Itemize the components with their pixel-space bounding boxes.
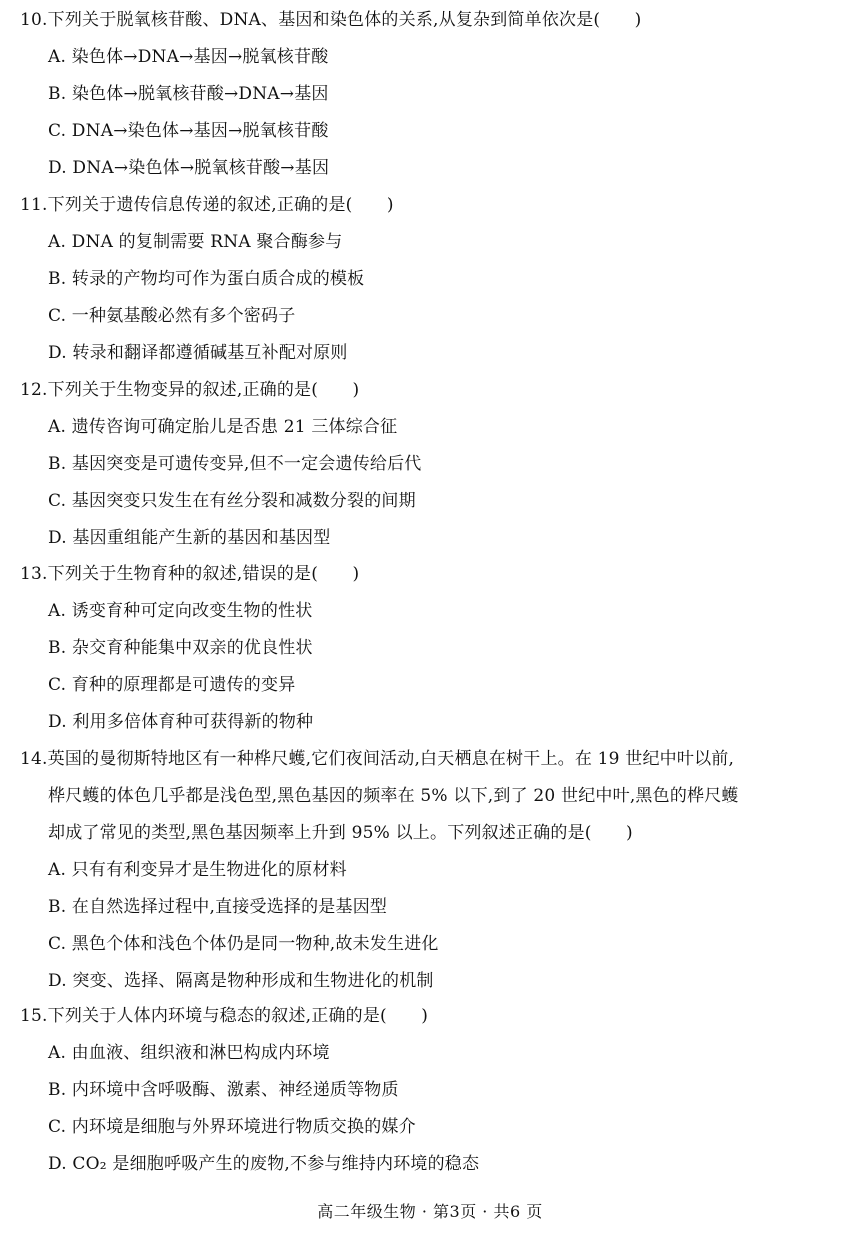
question-text: 下列关于生物变异的叙述,正确的是( ) <box>47 380 360 400</box>
question-stem <box>20 2 846 39</box>
option-b: B. 基因突变是可遗传变异,但不一定会遗传给后代 <box>48 454 422 474</box>
question-text-line-1: 英国的曼彻斯特地区有一种桦尺蠖,它们夜间活动,白天栖息在树干上。在 19 世纪中叶以前, <box>47 749 735 769</box>
question-stem <box>20 998 846 1035</box>
page-footer: 高二年级生物 · 第3页 · 共6 页 <box>317 1202 543 1221</box>
option-a: A. 由血液、组织液和淋巴构成内环境 <box>48 1043 330 1063</box>
question-stem <box>20 741 846 778</box>
question-13 <box>20 556 846 741</box>
option-d: D. 转录和翻译都遵循碱基互补配对原则 <box>48 343 348 363</box>
question-15 <box>20 998 846 1183</box>
option-a: A. 诱变育种可定向改变生物的性状 <box>48 601 313 621</box>
option-a: A. 染色体→DNA→基因→脱氧核苷酸 <box>48 47 329 67</box>
option-c: C. 育种的原理都是可遗传的变异 <box>48 675 296 695</box>
question-text-line-3: 却成了常见的类型,黑色基因频率上升到 95% 以上。下列叙述正确的是( ) <box>48 823 633 843</box>
option-b: B. 内环境中含呼吸酶、激素、神经递质等物质 <box>48 1080 399 1100</box>
option-a: A. 只有有利变异才是生物进化的原材料 <box>48 860 347 880</box>
question-11 <box>20 187 846 372</box>
option-a: A. 遗传咨询可确定胎儿是否患 21 三体综合征 <box>48 417 398 437</box>
option-c: C. DNA→染色体→基因→脱氧核苷酸 <box>48 121 329 141</box>
option-c: C. 基因突变只发生在有丝分裂和减数分裂的间期 <box>48 491 416 511</box>
question-text: 下列关于生物育种的叙述,错误的是( ) <box>47 564 360 584</box>
question-text: 下列关于遗传信息传递的叙述,正确的是( ) <box>47 195 394 215</box>
question-10 <box>20 2 846 187</box>
question-number: 12. <box>20 380 48 400</box>
question-stem <box>20 556 846 593</box>
option-b: B. 在自然选择过程中,直接受选择的是基因型 <box>48 897 388 917</box>
question-number: 13. <box>20 564 48 584</box>
option-d: D. 基因重组能产生新的基因和基因型 <box>48 528 331 548</box>
option-d: D. 突变、选择、隔离是物种形成和生物进化的机制 <box>48 971 434 991</box>
question-text: 下列关于脱氧核苷酸、DNA、基因和染色体的关系,从复杂到简单依次是( ) <box>47 10 642 30</box>
question-stem <box>20 372 846 409</box>
option-c: C. 内环境是细胞与外界环境进行物质交换的媒介 <box>48 1117 416 1137</box>
question-number: 11. <box>20 195 48 215</box>
option-b: B. 杂交育种能集中双亲的优良性状 <box>48 638 313 658</box>
option-d: D. 利用多倍体育种可获得新的物种 <box>48 712 314 732</box>
option-d: D. DNA→染色体→脱氧核苷酸→基因 <box>48 158 330 178</box>
question-number: 10. <box>20 10 48 30</box>
option-c: C. 黑色个体和浅色个体仍是同一物种,故未发生进化 <box>48 934 439 954</box>
question-text-line-2: 桦尺蠖的体色几乎都是浅色型,黑色基因的频率在 5% 以下,到了 20 世纪中叶,黑色的桦尺蠖 <box>48 786 739 806</box>
option-b: B. 染色体→脱氧核苷酸→DNA→基因 <box>48 84 329 104</box>
question-stem <box>20 187 846 224</box>
option-c: C. 一种氨基酸必然有多个密码子 <box>48 306 296 326</box>
question-number: 15. <box>20 1006 48 1026</box>
question-text: 下列关于人体内环境与稳态的叙述,正确的是( ) <box>47 1006 429 1026</box>
question-14 <box>20 741 846 1000</box>
question-number: 14. <box>20 749 48 769</box>
option-d: D. CO₂ 是细胞呼吸产生的废物,不参与维持内环境的稳态 <box>48 1154 480 1174</box>
question-12 <box>20 372 846 557</box>
option-b: B. 转录的产物均可作为蛋白质合成的模板 <box>48 269 365 289</box>
option-a: A. DNA 的复制需要 RNA 聚合酶参与 <box>48 232 343 252</box>
